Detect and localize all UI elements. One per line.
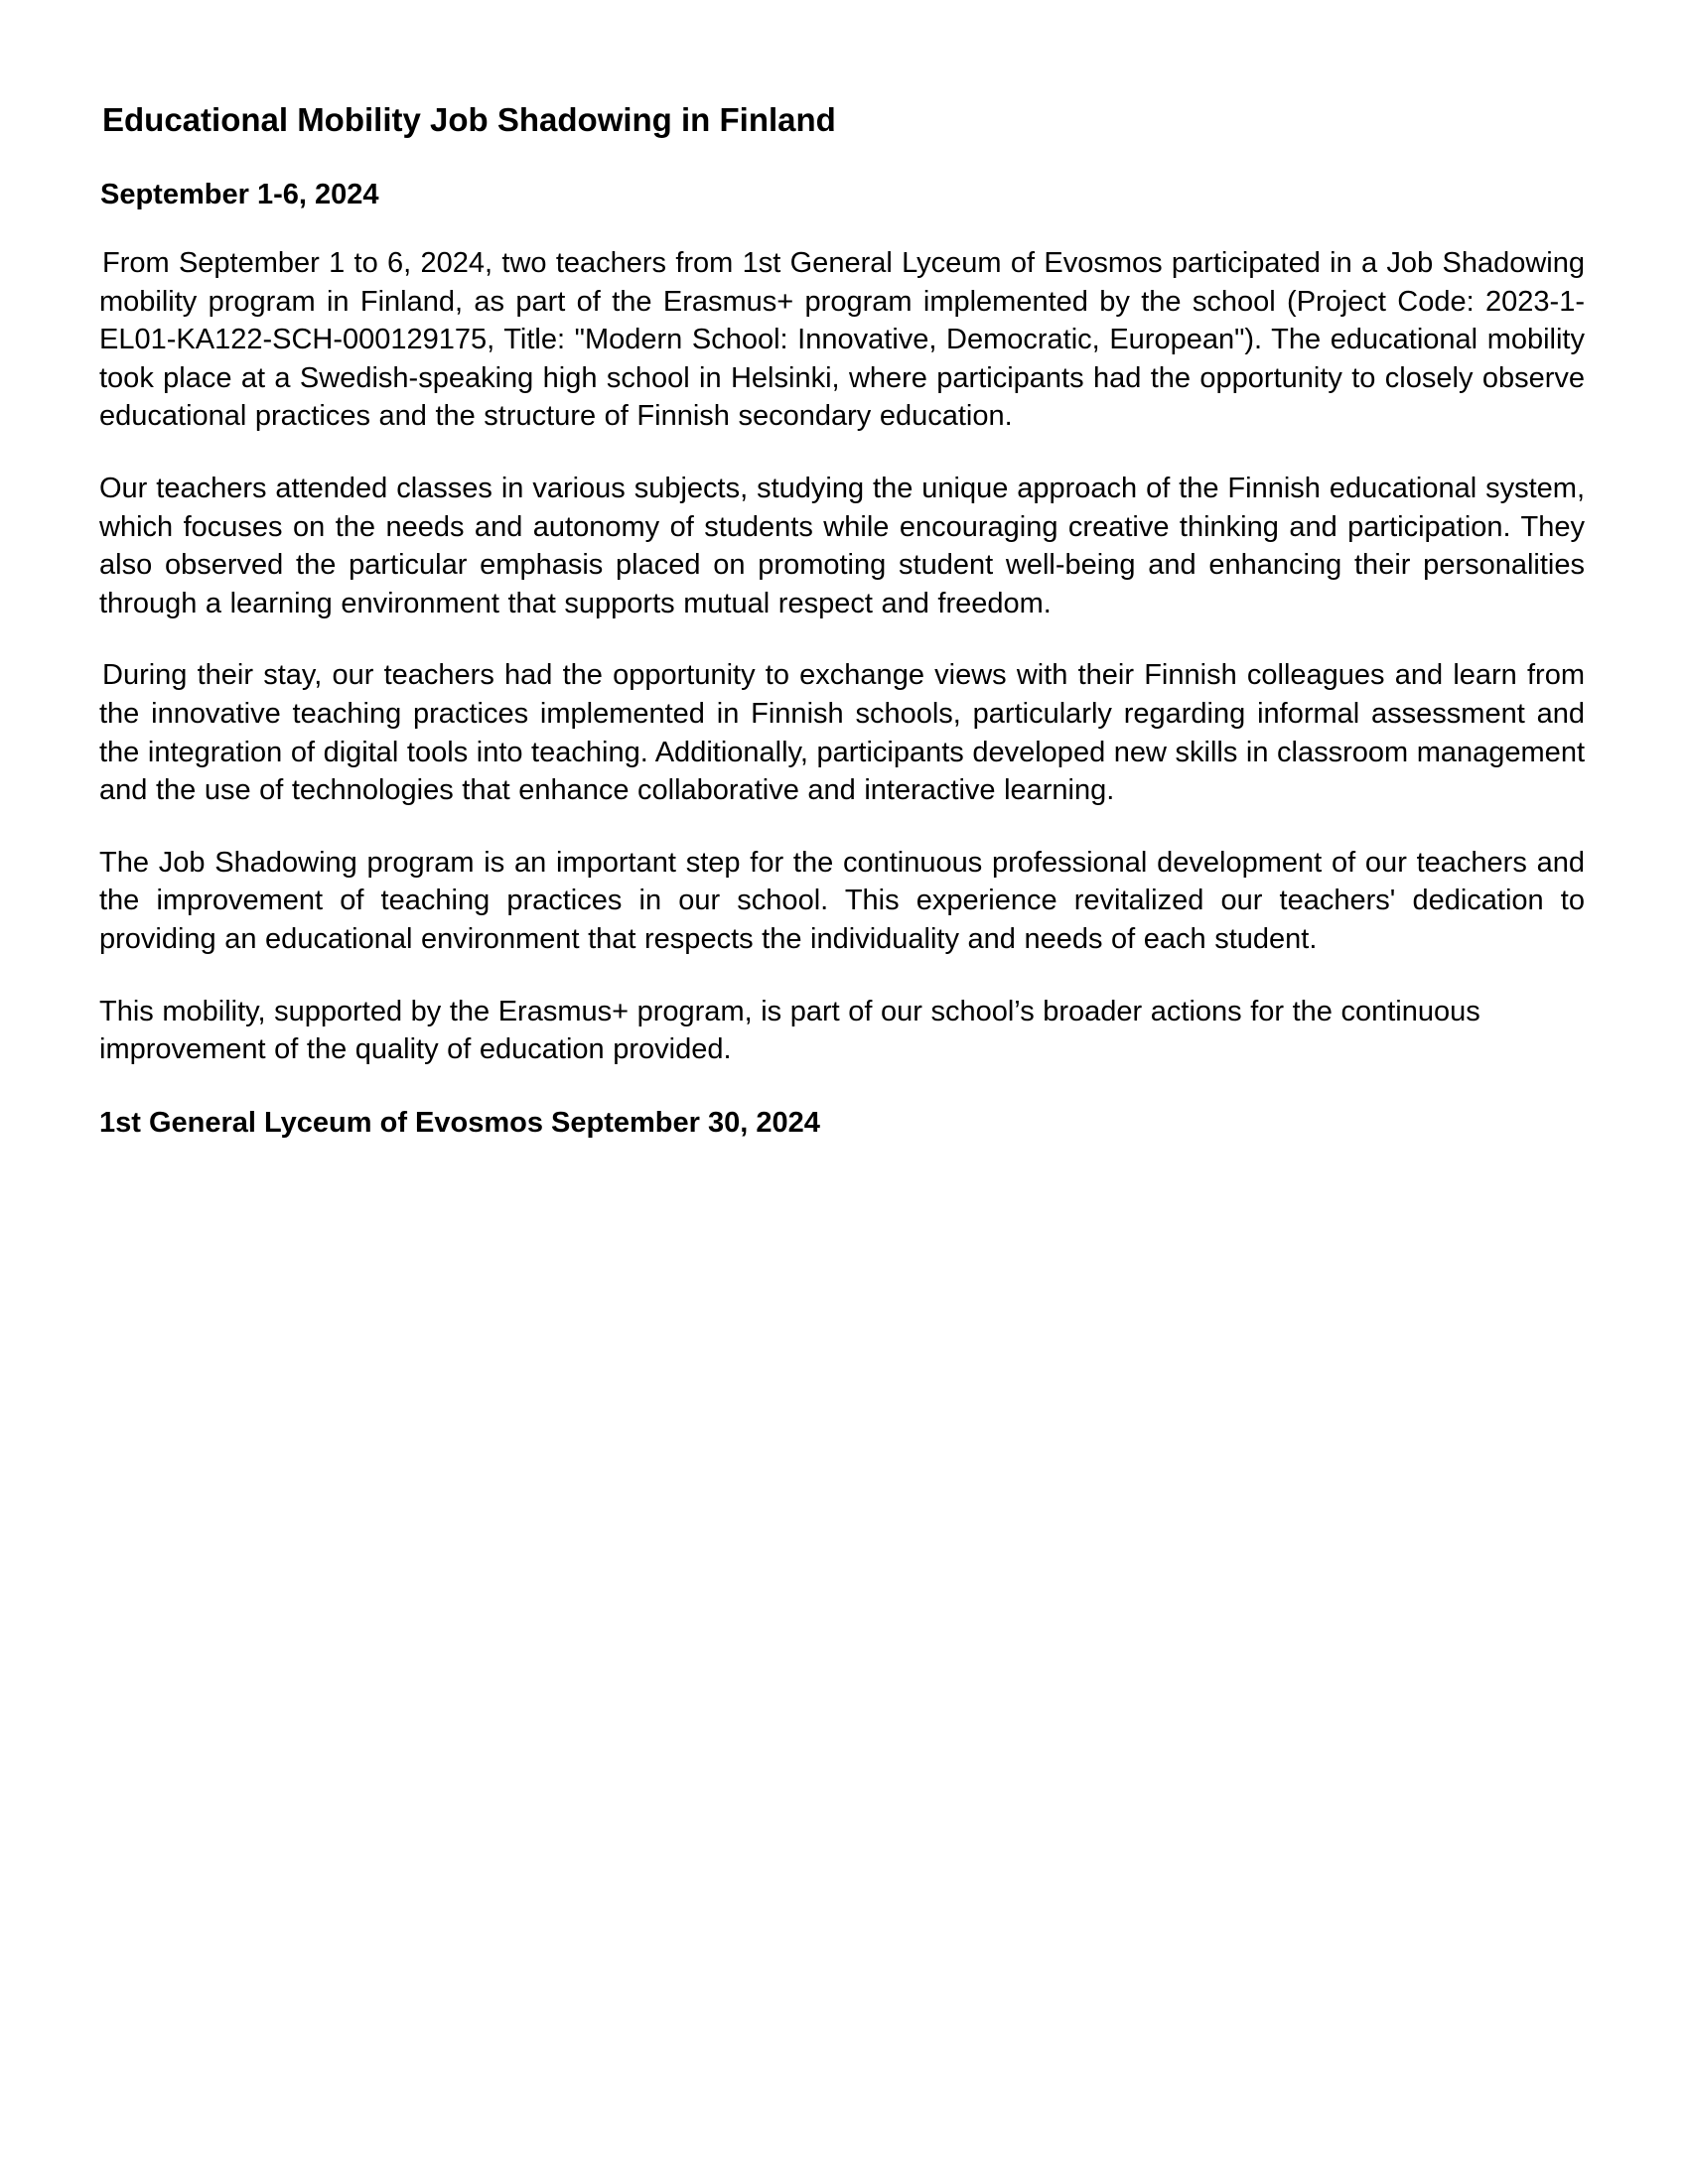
document-title: Educational Mobility Job Shadowing in Finland	[102, 101, 836, 138]
paragraph-professional-exchange: During their stay, our teachers had the opportunity to exchange views with their Finnish colleagues and learn from the innovative teaching practices implemented in Finnish schools, particularly regarding informal assessment and the integration of digital tools into teaching. Additionally, participants developed new skills in classroom management and the use of technologies that enhance collaborative and interactive learning.	[99, 659, 1585, 807]
document-body	[99, 97, 1585, 1143]
paragraph-program-importance: The Job Shadowing program is an important step for the continuous professional development of our teachers and the improvement of teaching practices in our school. This experience revitalized our teachers' dedication to providing an educational environment that respects the individuality and needs of each student.	[99, 846, 1585, 955]
paragraph-program-overview: From September 1 to 6, 2024, two teachers from 1st General Lyceum of Evosmos participated in a Job Shadowing mobility program in Finland, as part of the Erasmus+ program implemented by the school (Project Code: 2023-1-EL01-KA122-SCH-000129175, Title: "Modern School: Innovative, Democratic, European"). The educational mobility took place at a Swedish-speaking high school in Helsinki, where participants had the opportunity to closely observe educational practices and the structure of Finnish secondary education.	[99, 247, 1585, 433]
document-signature: 1st General Lyceum of Evosmos September 30, 2024	[99, 1106, 820, 1139]
paragraph-classroom-observation: Our teachers attended classes in various subjects, studying the unique approach of the Finnish educational system, which focuses on the needs and autonomy of students while encouraging creative thinking and participation. They also observed the particular emphasis placed on promoting student well-being and enhancing their personalities through a learning environment that supports mutual respect and freedom.	[99, 472, 1585, 619]
event-date-range: September 1-6, 2024	[100, 179, 379, 210]
paragraph-erasmus-support: This mobility, supported by the Erasmus+ program, is part of our school’s broader actions for the continuous improvement of the quality of education provided.	[99, 995, 1480, 1066]
